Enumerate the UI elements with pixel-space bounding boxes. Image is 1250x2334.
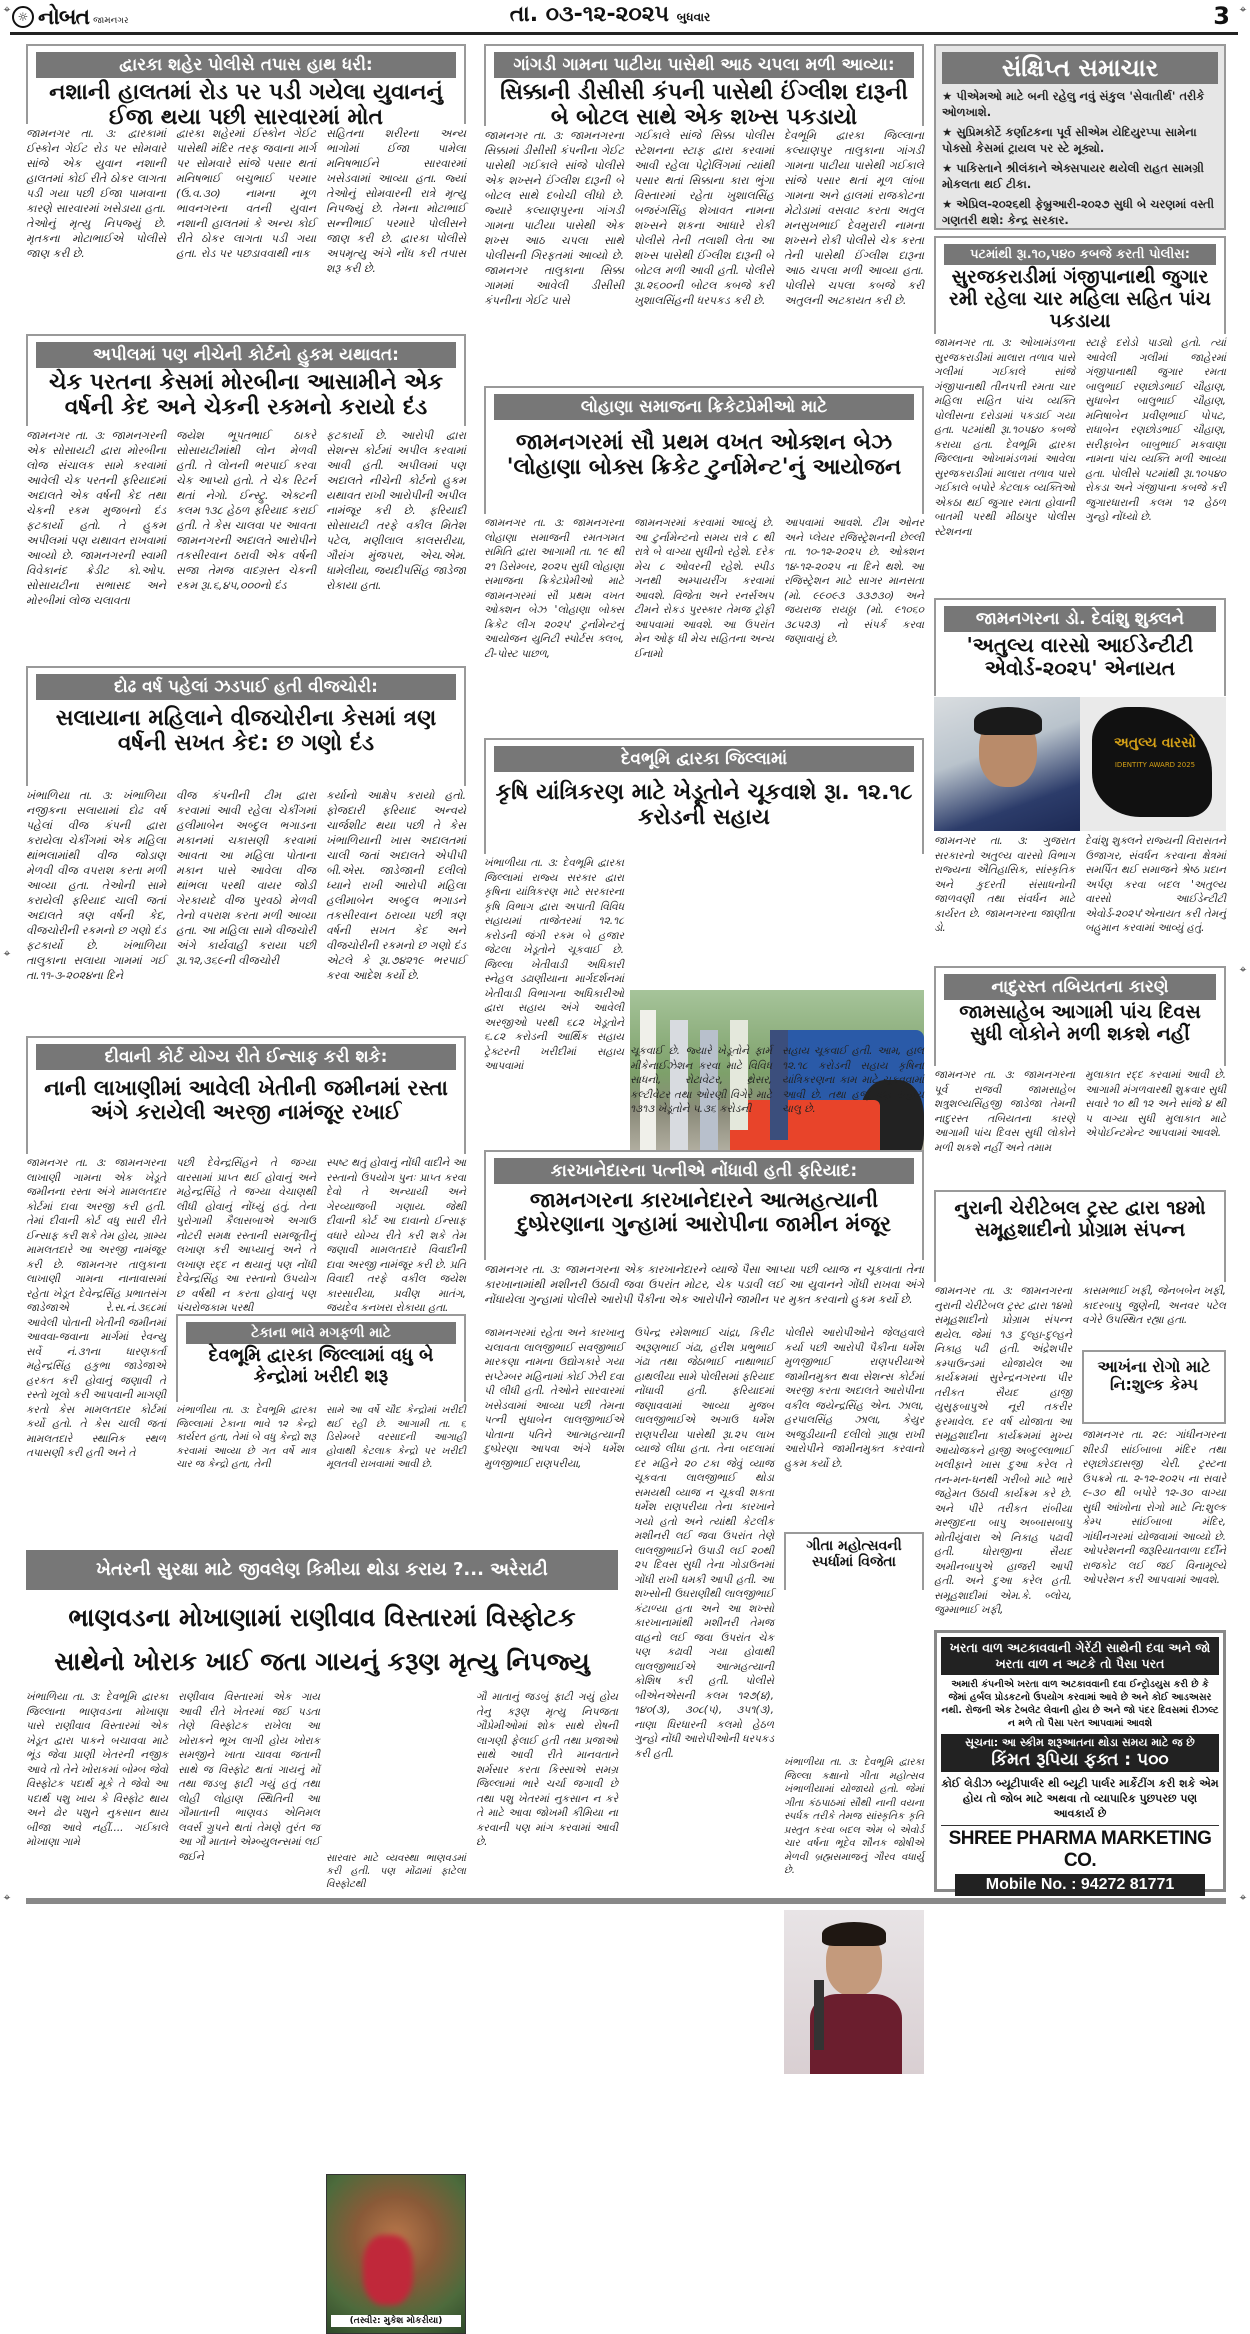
article-8-col-1	[484, 856, 624, 1138]
column-text: જામનગર તા. ૨૯: ગાંધીનગરના શીરડી સાંઈબાબા મંદિર તથા રણછોડદાસજી ચેરી. ટ્રસ્ટના ઉપક્રમે તા. ૨-૧૨-૨૦૨૫ ના સવારે ૯-૩૦ થી બપોરે ૧૨-૩૦ વાગ્યા સુધી આંખોના રોગો માટે નિ:શુલ્ક કેમ્પ સાંઈબાબા મંદિર, ગાંધીનગરમાં યોજવામાં આવ્યો છે. ઓપરેશનની જરૂરિયાતવાળા દર્દીને રાજકોટ લઈ જઈ વિનામૂલ્યે ઓપરેશન કરી આપવામાં આવશે.	[1082, 1429, 1226, 1586]
headline: 'અતુલ્ય વારસો આઈડેન્ટીટી એવોર્ડ-૨૦૨૫' એનાયત	[966, 633, 1194, 680]
column-text: જામનગર તા. ૩: ઓખામંડળના સુરજકરાડીમાં માલારા તળાવ પાસે ગલીમાં ગઈકાલે સાંજે ગંજીપાનાથી તીનપત્તી રમતા ચાર મહિલા સહિત પાંચ વ્યક્તિ પોલીસના દરોડામાં પકડાઈ ગયા હતા. પટમાંથી રૂા.૧૦૫૪૦ કબજે કરાયા હતા. દેવભૂમિ દ્વારકા જિલ્લાના ઓખામંડળમાં આવેલા સુરજકરાડીમાં માલારા તળાવ પાસે ગઈકાલે બપોરે કેટલાક વ્યક્તિઓ એકઠા થઈ જુગાર રમતા હોવાની બાતમી પરથી મીઠાપુર પોલીસ સ્ટેશનના	[934, 337, 1075, 538]
article-2-body	[484, 128, 924, 378]
column-text: જામનગર તા. ૩: જામનગરની એક સોસાયટી દ્વારા મોરબીના લોજ સંચાલક સામે કરવામાં આવેલી ચેક પરતની ફરિયાદમાં અદાલતે એક વર્ષની કેદ તથા ચેકની રકમ મુજબનો દંડ ફટકાર્યો હતો. તે હુકમ અપીલમાં પણ યથાવત રાખવામાં આવ્યો છે. જામનગરની સ્વામી વિવેકાનંદ ક્રેડીટ કો.ઓપ. સોસાયટીના સભાસદ અને મોરબીમાં લોજ ચલાવતા	[26, 429, 166, 607]
kicker: લોહાણા સમાજના ક્રિકેટપ્રેમીઓ માટે	[494, 394, 914, 420]
column-text: કાસમભાઈ ખફી, જેનબબેન ખફી, કાદરબાપુ જુણેની, અનવર પટેલ વગેરે ઉપસ્થિત રહ્યા હતા.	[1082, 1285, 1226, 1326]
headline: સુરજકરાડીમાં ગંજીપાનાથી જુગાર રમી રહેલા ચાર મહિલા સહિત પાંચ પકડાયા	[949, 266, 1211, 332]
ad-headline: ખરતા વાળ અટકાવવાની ગેરેંટી સાથેની દવા અને જો ખરતા વાળ ન અટકે તો પૈસા પરત	[941, 1637, 1219, 1675]
article-4-header	[26, 334, 466, 426]
brief-item: ★ એપ્રિલ-૨૦૨૬થી ફેબ્રુઆરી-૨૦૨૭ સુધી બે ચરણમાં વસ્તી ગણતરી થશે: કેન્દ્ર સરકાર.	[942, 197, 1215, 227]
article-1-body	[26, 126, 466, 321]
headline: નશાની હાલતમાં રોડ પર પડી ગયેલા યુવાનનું ઈજા થયા પછી સારવારમાં મોત	[49, 80, 443, 131]
article-14-header	[176, 1314, 466, 1402]
article-11-header	[484, 1150, 924, 1260]
ad-company: SHREE PHARMA MARKETING CO.	[941, 1825, 1219, 1872]
column-text: ખંભાળીયા તા. ૩: દેવભૂમિ દ્વારકા જિલ્લામાં ટેકાના ભાવે ૧૨ કેન્દ્રો કાર્યરત હતા, તેમાં બે વધુ કેન્દ્રો શરૂ કરવામાં આવ્યા છે ગત વર્ષે માત્ર ચાર જ કેન્દ્રો હતા, તેની	[176, 1405, 316, 1470]
headline: દેવભૂમિ દ્વારકા જિલ્લામાં વધુ બે કેન્દ્રોમાં ખરીદી શરૂ	[208, 1345, 434, 1387]
award-photo	[934, 697, 1226, 831]
footer-rule	[26, 1898, 1226, 1904]
column-text: દ્વારકા શહેરમાં ઈસ્કોન ગેઈટ પાસેથી મંદિર તરફ જવાના માર્ગ પર સોમવારે સાંજે પસાર થતાં મનિષભાઈ બચુભાઈ પરમાર (ઉ.વ.૩૦) નામના મૂળ ભાવનગરના વતની યુવાન નશાની હાલતમાં કે અન્ય કોઈ રીતે ઠોકર લાગતા પડી ગયા હતા. રોડ પર પછડાવવાથી નાક	[176, 127, 316, 260]
gita-winner-photo	[784, 1910, 924, 2074]
pharma-advertisement	[934, 1630, 1226, 1892]
page-number: 3	[1213, 2, 1230, 30]
ad-body: અમારી કંપનીએ ખરતા વાળ અટકાવવાની દવા ઈન્ટ્રોડયુસ કરી છે કે જેમાં હર્બલ પ્રોડકટનો ઉપયોગ કરવામાં આવે છે અને કોઈ આડઅસર નથી. રોજની એક ટેબલેટ લેવાની હોય છે અને જો પંદર દિવસમાં રીઝલ્ટ ન મળે તો પૈસા પરત આપવામાં આવશે	[941, 1679, 1219, 1729]
trophy-logo-text: અતુલ્ય વારસો	[1114, 735, 1196, 751]
article-10-header	[26, 1036, 466, 1154]
masthead	[0, 0, 1250, 36]
article-7-body	[26, 788, 466, 1032]
article-6-header	[934, 598, 1226, 696]
kicker: કારખાનેદારના પત્નીએ નોંધાવી હતી ફરિયાદ:	[494, 1158, 914, 1184]
blur-patch	[363, 2235, 413, 2305]
headline: નુરાની ચેરીટેબલ ટ્રસ્ટ દ્વારા ૧૪મો સમૂહશાદીનો પ્રોગ્રામ સંપન્ન	[954, 1197, 1206, 1241]
article-11-col-1	[484, 1326, 624, 1470]
column-text: રાણીવાવ વિસ્તારમાં એક ગાય આવી રીતે ખેતરમાં જઈ પડતા તેણે વિસ્ફોટક રાખેલા આ ખોરાકને ભૂખ લાગી હોય ખોરાક સમજીને ખાતા ચાવવા જતાની સાથે જ વિસ્ફોટ થતાં ગાયનું મોં તથા જડબુ ફાટી ગયું હતું તથા લોહી લોહાણ સ્થિતિની આ ગૌમાતાની ભાણવડ એનિમલ લવર્સ ગ્રુપને થતાં તેમણે તુરંત જ આ ગૌ માતાને એમ્બ્યુલન્સમાં લઈ જઈને	[178, 1691, 320, 1863]
kicker: નાદુરસ્ત તબિયતના કારણે	[944, 974, 1216, 1000]
article-5-header	[484, 386, 924, 514]
column-text: આપવામાં આવશે. ટીમ ઓનર અને પ્લેયર રજિસ્ટ્રેશનની છેલ્લી તા. ૧૦-૧૨-૨૦૨૫ છે. ઓક્શન ૧૪-૧૨-૨૦૨૫ ના દિને થશે. આ રજિસ્ટ્રેશન માટે સાગર માનસતા (મો. ૯૯૦૯૩ ૩૩૭૩૦) અને જયરાજ રાયઠ્ઠા (મો. ૯૧૦૬૦ ૩૮૫૨૩) નો સંપર્ક કરવા જણાવાયું છે.	[784, 517, 924, 645]
kicker: દ્વારકા શહેર પોલીસે તપાસ હાથ ધરી:	[36, 52, 456, 78]
article-16-col-3	[326, 1852, 466, 1892]
article-12-header	[934, 1190, 1226, 1282]
headline: ગીતા મહોત્સવની સ્પર્ધામાં વિજેતા	[806, 1538, 902, 1571]
column-text: કર્યાનો આક્ષેપ કરાયો હતો. ફોજદારી ફરિયાદ અન્વયે ચાર્જશીટ થયા પછી તે કેસ ખંભાળિયાની ખાસ અદાલતમાં ચાલી જતાં અદાલતે એપીપી બી.એસ. જાડેજાની દલીલો ધ્યાને રાખી આરોપી મહિલા હલીમાબેન અબ્દુલ ભગાડને તકસીરવાન ઠરાવ્યા પછી ત્રણ વર્ષની સખત કેદ અને વીજચોરીની રકમનો છ ગણો દંડ એટલે કે રૂા.૭૪૨૧૯ ભરપાઈ કરવા આદેશ કર્યો છે.	[326, 789, 466, 982]
headline: જામનગરના કારખાનેદારને આત્મહત્યાની દુષ્પ્રેરણાના ગુન્હામાં આરોપીના જામીન મંજૂર	[517, 1188, 891, 1237]
day-text: બુધવાર	[676, 10, 711, 24]
article-11-col-2	[634, 1326, 774, 1894]
column-text: દેવાંશુ શુક્લને રાજ્યની વિરાસતને ઉજાગર, સંવર્ધન કરવાના ક્ષેત્રમાં સમર્પિત થઈ સમાજને શ્રેષ્ઠ પ્રદાન અર્પણ કરવા બદલ 'અતુલ્ય વારસો આઈડેન્ટીટી એવોર્ડ-૨૦૨૫'એનાયત કરી તેમનું બહુમાન કરવામાં આવ્યું હતું.	[1085, 835, 1226, 934]
headline: સિક્કાની ડીસીસી કંપની પાસેથી ઈંગ્લીશ દારૂની બે બોટલ સાથે એક શખ્સ પકડાયો	[500, 80, 908, 131]
brief-list	[942, 88, 1218, 228]
column-text: જામનગર તા. ૩: જામનગરના લોહાણા સમાજની રમતગમત સમિતિ દ્વારા આગામી તા. ૧૯ થી ૨૧ ડિસેમ્બર, ૨૦૨૫ સુધી લોહાણા સમાજના ક્રિકેટપ્રેમીઓ માટે જામનગરમાં સૌ પ્રથમ વખત ઓક્શન બેઝ 'લોહાણા બોક્સ ક્રિકેટ લીગ ૨૦૨૫' ટુર્નામેન્ટનું આયોજન યુનિટી સ્પોર્ટસ ક્લબ, ટી-પોસ્ટ પાછળ,	[484, 517, 624, 660]
registration-mark-icon: ⌖	[1239, 962, 1247, 976]
kicker: જામનગરના ડો. દેવાંશુ શુક્લને	[944, 606, 1216, 632]
ad-mobile: Mobile No. : 94272 81771	[955, 1874, 1205, 1896]
column-text: સારવાર માટે વ્યવસ્થા ભાણવડમાં કરી હતી. પણ મોંઢામાં ફાટેલા વિસ્ફોટથી	[326, 1853, 466, 1890]
column-text: જામનગર તા. ૩: દ્વારકામાં ઈસ્કોન ગેઈટ રોડ પર સોમવારે સાંજે એક યુવાન નશાની હાલતમાં કોઈ રીતે ઠોકર લાગતા પડી ગયા પછી ઈજા પામવાના કારણે સારવારમાં ખસેડાયા હતા. તેઓનું મૃત્યુ નિપજ્યું છે. મૃતકના મોટાભાઈએ પોલીસે જાણ કરી છે.	[26, 127, 166, 260]
column-text: જયેશ ભૂપતભાઈ ઠાકરે સોસાયટીમાંથી લોન મેળવી હતી. તે લોનની ભરપાઈ કરવા ચેક આપ્યો હતો. તે ચેક રિટર્ન થતાં નેગો. ઈન્સ્ટ્રુ. એક્ટની કલમ ૧૩૮ હેઠળ ફરિયાદ કરાઈ હતી. તે કેસ ચાલવા પર આવતા જામનગરની અદાલતે આરોપીને તકસીરવાન ઠરાવી એક વર્ષની સજા તેમજ વાદગ્રસ્ત ચેકની રકમ રૂા.૬,૪૫,૦૦૦નો દંડ	[176, 429, 316, 592]
article-9-body	[934, 1068, 1226, 1180]
article-7-header	[26, 666, 466, 786]
headline: નાની લાખાણીમાં આવેલી ખેતીની જમીનમાં રસ્તા અંગે કરાયેલી અરજી નામંજૂર રખાઈ	[44, 1076, 448, 1125]
article-16-col-4	[476, 1690, 618, 1890]
portrait-image	[934, 697, 1080, 831]
headline: આખંના રોગો માટે નિ:શુલ્ક કેમ્પ	[1097, 1357, 1211, 1395]
column-text: વીજ કંપનીની ટીમ દ્વારા કરવામાં આવી રહેલા ચેકીંગમાં હલીમાબેન અબ્દુલ ભગાડના મકાનમાં ચકાસણી કરવામાં આવતા આ મહિલા પોતાના મકાન પાસે આવેલા વીજ થાંભલા પરથી વાયર જોડી ગેરકાયદે વીજ પુરવઠો મેળવી તેનો વપરાશ કરતા મળી આવ્યા હતા. આ મહિલા સામે વીજચોરી અંગે કાર્યવાહી કરાયા પછી રૂા.૧૨,૩૬૯ની વીજચોરી	[176, 789, 316, 967]
kicker: ગાંગડી ગામના પાટીયા પાસેથી આઠ ચપલા મળી આવ્યા:	[494, 52, 914, 78]
article-15-header	[784, 1532, 924, 1590]
photo-credit: (તસ્વીર: મુકેશ મોકરીયા)	[331, 2315, 461, 2327]
brief-text: પાકિસ્તાને શ્રીલંકાને એક્સપાયર થયેલી રાહત સામગ્રી મોકલતા થઈ ટીકા.	[942, 161, 1204, 191]
article-1-header	[26, 44, 466, 131]
brief-item: ★ પાકિસ્તાને શ્રીલંકાને એક્સપાયર થયેલી રાહત સામગ્રી મોકલતા થઈ ટીકા.	[942, 161, 1204, 191]
article-10-col-1	[26, 1156, 166, 1459]
kicker: દોઢ વર્ષ પહેલાં ઝડપાઈ હતી વીજચોરી:	[36, 674, 456, 700]
kicker: દીવાની કોર્ટ યોગ્ય રીતે ઈન્સાફ કરી શકે:	[36, 1044, 456, 1070]
column-text: ગઈકાલે સાંજે સિક્કા પોલીસ સ્ટેશનના સ્ટાફ દ્વારા કરવામાં આવી રહેલા પેટ્રોલિંગમાં ત્યાંથી પસાર થતાં સિક્કાના કારા ભુંગા વિસ્તારમાં રહેતા ખુશાલસિંહ બજરંગસિંહ શેખાવત નામના શખ્સને શકના આધારે રોકી પોલીસે તેની તલાશી લેતા આ શખ્સ પાસેથી ઈંગ્લીશ દારૂની બે બોટલ મળી આવી હતી. પોલીસે રૂા.૨૬૦૦ની બોટલ કબજે કરી ખુશાલસિંહની ધરપકડ કરી છે.	[634, 129, 774, 307]
headline: જામસાહેબ આગામી પાંચ દિવસ સુધી લોકોને મળી શકશે નહીં	[959, 1001, 1201, 1045]
article-5-body	[484, 516, 924, 730]
article-4-body	[26, 428, 466, 658]
kicker: દેવભૂમિ દ્વારકા જિલ્લામાં	[494, 746, 914, 772]
column-text: જામનગર તા. ૩: જામનગરના પૂર્વ રાજવી જામસાહેબ શત્રુશલ્યસિંહજી જાડેજા તેમની નાદુરસ્ત તબિયતના કારણે આગામી પાંચ દિવસ સુધી લોકોને મળી શકશે નહીં અને તમામ	[934, 1069, 1075, 1154]
registration-mark-icon: ⌖	[3, 1890, 11, 1904]
article-16-body	[26, 1690, 320, 1890]
article-11-col-3	[784, 1326, 924, 1526]
hair-shape	[822, 1922, 886, 1946]
date-text: તા. ૦૩-૧૨-૨૦૨૫	[509, 2, 670, 27]
issue-date	[360, 2, 860, 27]
column-text: ખંભાળિયા તા. ૩: દેવભૂમિ દ્વારકા જિલ્લાના ભાણવડના મોખાણા પાસે રાણીવાવ વિસ્તારમાં એક ખેડૂત દ્વારા પાકને બચાવવા માટે ભૂંડ જેવા પ્રાણી ખેતરની નજીક આવે તો તેને ખોરાકમાં બોમ્બ જેવો વિસ્ફોટક પદાર્થ મૂકે તે જેવો આ પદાર્થ પશુ ખાય કે વિસ્ફોટ થાય અને ઢોર પશુને નુકસાન થાય બીજા આવે નહીં.... ગઈકાલે મોખાણા ગામે	[26, 1691, 168, 1848]
column-text: ચૂકવાઈ છે. જ્યારે ખેડૂતોને ફાર્મ મીકેનાઈઝેશન કરવા માટે વિવિધ સાધનો, રોટાવેટર, થ્રેસર, કલ્ટીવેટર તથા ઓરણી વિગેરે માટે ૧૩૧૩ ખેડૂતોને ૫.૩૬ કરોડની	[630, 1045, 772, 1115]
headline: સલાયાના મહિલાને વીજચોરીના કેસમાં ત્રણ વર્ષની સખત કેદ: છ ગણો દંડ	[55, 706, 437, 757]
article-3-body	[934, 336, 1226, 586]
article-8-body	[630, 1044, 924, 1138]
article-10-body	[176, 1156, 466, 1314]
brief-text: એપ્રિલ-૨૦૨૬થી ફેબ્રુઆરી-૨૦૨૭ સુધી બે ચરણમાં વસ્તી ગણતરી થશે: કેન્દ્ર સરકાર.	[942, 197, 1215, 227]
column-text: સ્ટાફે દરોડો પાડ્યો હતો. ત્યાં આવેલી ગલીમાં જાહેરમાં ગંજીપાનાથી જુગાર રમતા બાલુભાઈ રણછોડભાઈ ચૌહાણ, સુધાબેન બાલુભાઈ ચૌહાણ, મનિષાબેન પ્રવીણભાઈ પોપટ, રાધાબેન રણછોડભાઈ ચૌહાણ, સરીફાબેન બાબુભાઈ મકવાણા નામના પાંચ વ્યક્તિ મળી આવ્યા હતા. પોલીસે પટમાંથી રૂા.૧૦૫૪૦ રોકડા અને ગંજીપાના કબજે કરી જુગારધારાની કલમ ૧૨ હેઠળ ગુન્હો નોંધ્યો છે.	[1085, 337, 1226, 523]
brief-item: ★ સુપ્રિમકોર્ટે કર્ણાટકના પૂર્વ સીએમ યેદિયુરપ્પા સામેના પોક્સો કેસમાં ટ્રાયલ પર સ્ટે મૂક્યો.	[942, 125, 1197, 155]
kicker: અપીલમાં પણ નીચેની કોર્ટનો હુકમ યથાવત:	[36, 342, 456, 368]
column-text: જામનગરમાં કરવામાં આવ્યું છે. આ ટુર્નામેન્ટનો સમય રાત્રે ૮ થી રાત્રે બે વાગ્યા સુધીનો રહેશે. દરેક મેચ ૮ ઓવરની રહેશે. સ્પીડ ગનથી અમ્પાયરીંગ કરવામાં આવશે. વિજેતા અને રનર્સઅપ ટીમને રોકડ પુરસ્કાર તેમજ ટ્રોફી આપવામાં આવશે. આ ઉપરાંત મેન ઓફ ધી મેચ સહિતના અન્ય ઈનામો	[634, 517, 774, 660]
logo-text: નોબત	[38, 4, 90, 30]
column-text: ઉપેન્દ્ર રમેશભાઈ ચાંદ્રા, કિરીટ અરૂણભાઈ ગંઢા, હરીશ પ્રભુભાઈ ગંઢા તથા જેઠાભાઈ નાથાભાઈ હાથલીયા સામે પોલીસમાં ફરિયાદ નોંધાવી હતી. ફરિયાદમાં જણાવવામાં આવ્યા મુજબ લાલજીભાઈએ અગાઉ ધર્મેશ રાણપરીયા પાસેથી રૂા.૨૫ લાખ વ્યાજે લીધા હતા. તેના બદલામાં દર મહિને ૨૦ ટકા જેવું વ્યાજ ચૂકવતા લાલજીભાઈ થોડા સમયથી વ્યાજ ન ચૂકવી શકતા ધર્મેશ રાણપરીયા તેના કારખાને ગયો હતો અને ત્યાંથી કેટલીક મશીનરી લઈ જવા ઉપરાંત તેણે લાલજીભાઈને ઉપાડી લઈ ૨૦થી ૨૫ દિવસ સુધી તેના ગોડાઉનમાં ગોંધી રાખી ધમકી આપી હતી. આ શખ્સોની ઉઘરાણીથી લાલજીભાઈ કંટાળ્યા હતા અને આ શખ્સો કારખાનામાંથી મશીનરી તેમજ વાહનો લઈ જવા ઉપરાંત ચેક પણ કઢાવી ગયા હોવાથી લાલજીભાઈએ આત્મહત્યાની કોશિષ કરી હતી. પોલીસે બીએનએસની કલમ ૧૨૭(૪), ૧૪૦(૩), ૩૦૮(૫), ૩૫૧(૩), નાણા ધિરધારની કલમો હેઠળ ગુન્હો નોંધી આરોપીઓની ધરપકડ કરી હતી.	[634, 1327, 774, 1760]
kicker: પટમાંથી રૂા.૧૦,૫૪૦ કબજે કરતી પોલીસ:	[944, 244, 1216, 265]
column-text: જામનગર તા. ૩: ગુજરાત સરકારનો અતુલ્ય વારસો વિભાગ રાજ્યના ઐતિહાસિક, સાંસ્કૃતિક અને કુદરતી સંસાધનોની જાળવણી તથા સંવર્ધન માટે કાર્યરત છે. જામનગરના જાણીતા ડો.	[934, 835, 1075, 934]
article-13-header	[1082, 1350, 1226, 1424]
newspaper-logo	[12, 3, 142, 31]
article-9-header	[934, 966, 1226, 1066]
article-8-header	[484, 738, 924, 854]
column-text: સ્પષ્ટ થતું હોવાનું નોંધી વાદીને આ રસ્તાનો ઉપયોગ પુનઃ પ્રાપ્ત કરવા દેવો તે અન્યાયી અને ગેરવ્યાજબી ગણાય. જેથી દીવાની કોર્ટ આ દાવાનો ઈન્સાફ વધારે યોગ્ય રીતે કરી શકે તેમ જણાવી મામલતદારે વિવાદીની દાવા અરજી નામંજૂર કરી છે. પ્રતિ વિવાદી તરફે વકીલ જયેશ કારસારીયા, પ્રવીણ માતંગ, જયદેવ કનખરા રોકાયા હતા.	[326, 1157, 466, 1314]
column-text: પોલીસે આરોપીઓને જેલહવાલે કર્યા પછી આરોપી પૈકીના ધર્મેશ મુળજીભાઈ રાણપરીયાએ જામીનમુક્ત થવા સેશન્સ કોર્ટમાં અરજી કરતા અદાલતે આરોપીના વકીલ જયેન્દ્રસિંહ એન. ઝાલા, હરપાલસિંહ ઝાલા, કેયુર અજુડીયાની દલીલો ગ્રાહ્ય રાખી આરોપીને જામીનમુક્ત કરવાનો હુકમ કર્યો છે.	[784, 1327, 924, 1470]
hair-shape	[974, 707, 1042, 735]
brief-item: ★ પીએમઓ માટે બની રહેલુ નવું સંકુલ 'સેવાતીર્થ' તરીકે ઓળખાશે.	[942, 89, 1205, 119]
article-11-lead: જામનગર તા. ૩: જામનગરના એક કારખાનેદારને વ્યાજે પૈસા આપ્યા પછી વ્યાજ ન ચૂકવાતા તેના કારખાનામાંથી મશીનરી ઉઠાવી જવા ઉપરાંત મોટર, ચેક પડાવી લઈ આ યુવાનને ગોંધી રાખવા અંગે નોંધાયેલા ગુન્હામાં પોલીસે આરોપી પૈકીના એક આરોપીને જામીન પર મુક્ત કરવાનો હુકમ કર્યો છે.	[484, 1263, 924, 1306]
article-12-col-1	[934, 1284, 1072, 1624]
registration-mark-icon: ⌖	[1239, 1890, 1247, 1904]
brief-text: પીએમઓ માટે બની રહેલુ નવું સંકુલ 'સેવાતીર્થ' તરીકે ઓળખાશે.	[942, 89, 1205, 119]
column-text: જામનગર તા. ૩: જામનગરના લાખાણી ગામના એક ખેડૂતે જમીનના રસ્તા અંગે મામલતદાર કોર્ટમાં દાવા અરજી કરી હતી. તેમાં દીવાની કોર્ટ વધુ સારી રીતે ઈન્સાફ કરી શકે તેમ હોય, ગ્રામ્ય મામલતદારે આ અરજી નામંજૂર કરી છે. જામનગર તાલુકાના લાખાણી ગામના નાનાવાસમાં રહેતા ખેડૂત દેવેન્દ્રસિંહ પ્રભાતસંગ જાડેજાએ રે.સ.નં.૩૬૮માં આવેલી પોતાની ખેતીની જમીનમાં આવવા-જવાના માર્ગમાં રેવન્યુ સર્વે નં.૩૧ના ધારણકર્તા મહેન્દ્રસિંહ હકુભા જાડેજાએ હરકત કરી હોવાનું જણાવી તે રસ્તો ખૂલો કરી આપવાની માગણી કરતો કેસ મામલતદાર કોર્ટમાં કર્યો હતો. તે કેસ ચાલી જતાં મામલતદારે સ્થાનિક સ્થળ તપાસણી કરી હતી અને તે	[26, 1157, 166, 1459]
column-text: જામનગર તા. ૩: જામનગરના સિક્કામાં ડીસીસી કંપનીના ગેઈટ પાસેથી ગઈકાલે સાંજે પોલીસે એક શખ્સને ઈંગ્લીશ દારૂની બે બોટલ સાથે દબોચી લીધો છે. જ્યારે કલ્યાણપુરના ગાંગડી ગામના પાટીયા પાસેથી એક શખ્સ આઠ ચપલા સાથે પોલીસની ગિરફતમાં આવ્યો છે. જામનગર તાલુકાના સિક્કા ગામમાં આવેલી ડીસીસી કંપનીના ગેઈટ પાસે	[484, 129, 624, 307]
article-14-body	[176, 1404, 466, 1486]
column-text: દેવભૂમિ દ્વારકા જિલ્લાના કલ્યાણપુર તાલુકાના ગાંગડી ગામના પાટીયા પાસેથી ગઈકાલે સાંજે પસાર થતાં મૂળ લાંબા ગામના અને હાલમાં રાજકોટના મેટોડામાં વસવાટ કરતા અતુલ મનસુખભાઈ દેવમુરારી નામના શખ્સને રોકી પોલીસે ચેક કરતા તેની પાસેથી ઈંગ્લીશ દારૂના આઠ ચપલા મળી આવ્યા હતા. પોલીસે ચપલા કબજે કરી અતુલની અટકાયત કરી છે.	[784, 129, 924, 307]
brief-news-box	[934, 44, 1226, 230]
registration-mark-icon: ⌖	[1239, 2, 1247, 16]
logo-emblem-icon: ☼	[12, 6, 34, 28]
ad-job-text: કોઈ લેડીઝ બ્યૂટીપાર્લર થી બ્યૂટી પાર્લર માર્કેટીંગ કરી શકે એમ હોય તો જોબ માટે અથવા તો વ્યાપારિક પુછપરછ પણ આવકાર્ય છે	[941, 1777, 1219, 1820]
article-13-body	[1082, 1428, 1226, 1624]
article-16-headline: ભાણવડના મોખાણામાં રાણીવાવ વિસ્તારમાં વિસ્ફોટક સાથેનો ખોરાક ખાઈ જતા ગાયનું કરૂણ મૃત્યુ નિપજ્યુ	[54, 1603, 590, 1676]
column-text: જામનગર તા. ૩: જામનગરના નુરાની ચેરીટેબલ ટ્રસ્ટ દ્વારા ૧૪મો સમૂહશાદીનો પ્રોગ્રામ સંપન્ન થયેલ. જેમાં ૧૩ દુલ્હા-દુલ્હને નિકાહ પઢી હતી. અંદ્રેશપીર કમ્પાઉન્ડમાં યોજાયેલ આ કાર્યક્રમમાં સુરેન્દ્રનગરના પીર તરીકત સૈયદ હાજી યુસુફબાપુએ નૂરી તકરીર ફરમાવેલ. દર વર્ષ યોજાતા આ સમૂહશાદીના કાર્યક્રમમાં મુખ્ય આયોજકને હાજી અબ્દુલ્લાભાઈ ખલીફાને ખાસ દુઆ કરેલ તે તન-મન-ધનથી ગરીબો માટે ભારે જહેમત ઉઠાવી કાર્યક્રમ કરે છે. અને પીરે તરીકત રાંબીયા મસ્જીદના બાપુ અબ્બાસબાપુ મોતીયુંવારા એ નિકાહ પઢાવી હતી. ધોરાજીના સૈયદ અમીનબાપુએ હાજરી આપી હતી. અને દુઆ કરેલ હતી. સમૂહશાદીમાં એમ.કે. બ્લોચ, જુમ્માભાઈ ખફી,	[934, 1285, 1072, 1616]
ad-price: કિંમત રૂપિયા ફક્ત : ૫૦૦	[991, 1750, 1169, 1770]
award-trophy-image	[1080, 697, 1226, 831]
trophy-sub-text: IDENTITY AWARD 2025	[1114, 761, 1196, 769]
column-text: ખંભાળિયા તા. ૩: ખંભાળિયા નજીકના સલાયામાં દોઢ વર્ષ પહેલાં વીજ કંપની દ્વારા કરાયેલા ચેકીંગમાં એક મહિલા થાંભલામાંથી વીજ જોડાણ મેળવી વીજ વપરાશ કરતા મળી આવ્યા હતા. તેઓની સામે કરાયેલી ફરિયાદ ચાલી જતાં અદાલતે ત્રણ વર્ષની કેદ, વીજચોરીની રકમનો છ ગણો દંડ ફટકાર્યો છે. ખંભાળિયા તાલુકાના સલાયા ગામમાં ગઈ તા.૧૧-૩-૨૦૨૪ના દિને	[26, 789, 166, 982]
headline: કૃષિ યાંત્રિકરણ માટે ખેડૂતોને ચૂકવાશે રૂા. ૧૨.૧૮ કરોડની સહાય	[495, 780, 913, 831]
article-12-col-2	[1082, 1284, 1226, 1344]
cow-photo-blurred	[326, 2174, 466, 2334]
registration-mark-icon: ⌖	[3, 946, 11, 960]
article-2-header	[484, 44, 924, 131]
column-text: પછી દેવેન્દ્રસિંહને તે જગ્યા વારસામાં પ્રાપ્ત થઈ હોવાનું અને મહેન્દ્રસિંહે તે જગ્યા વેચાણથી લીધી હોવાનું નોંધ્યું હતું. તેના પુરોગામી કૈલાસબાએ અગાઉ નોટરી સમક્ષ રસ્તાની સમજૂતીનું લખાણ કરી આપ્યાનું અને તે લખાણ રદ્દ ન થયાનું પણ નોંધી દેવેન્દ્રસિંહ આ રસ્તાનો ઉપયોગ છ વર્ષથી ન કરતા હોવાનું પણ પંચરોજકામ પરથી	[176, 1157, 316, 1314]
headline: જામનગરમાં સૌ પ્રથમ વખત ઓક્શન બેઝ 'લોહાણા બોક્સ ક્રિકેટ ટુર્નામેન્ટ'નું આયોજન	[506, 430, 902, 481]
headline: ચેક પરતના કેસમાં મોરબીના આસામીને એક વર્ષની કેદ અને ચેકની રકમનો કરાયો દંડ	[48, 370, 443, 421]
logo-city: જામનગર	[93, 16, 129, 26]
column-text: મુલાકાત રદ્દ કરવામાં આવી છે. આગામી મંગળવારથી શુક્રવાર સુધી સવારે ૧૦ થી ૧૨ અને સાંજે ૪ થી ૫ વાગ્યા સુધી મુલાકાત માટે એપોઈન્ટમેન્ટ આપવામાં આવશે.	[1085, 1069, 1226, 1139]
article-3-header	[934, 236, 1226, 334]
article-6-body	[934, 834, 1226, 952]
registration-mark-icon: ⌖	[3, 2, 11, 16]
brief-text: સુપ્રિમકોર્ટે કર્ણાટકના પૂર્વ સીએમ યેદિયુરપ્પા સામેના પોક્સો કેસમાં ટ્રાયલ પર સ્ટે મૂક્યો.	[942, 125, 1197, 155]
column-text: ખંભાળીયા તા. ૩: દેવભૂમિ દ્વારકા જિલ્લામાં રાજ્ય સરકાર દ્વારા કૃષિના યાંત્રિકરણ માટે સરકારના કૃષિ વિભાગ દ્વારા અપાતી વિવિધ સહાયમાં તાજેતરમાં ૧૨.૧૮ કરોડની જંગી રકમ બે હજાર જેટલા ખેડૂતોને ચૂકવાઈ છે. જિલ્લા ખેતીવાડી અધિકારી સ્નેહલ ડઢાણીયાના માર્ગદર્શનમાં ખેતીવાડી વિભાગના અધિકારીઓ દ્વારા સહાય અંગે આવેલી અરજીઓ પરથી ૬૮૨ ખેડૂતોને ૬.૮૨ કરોડની આર્થિક સહાય ટ્રેક્ટરની ખરીદીમાં સહાય આપવામાં	[484, 857, 624, 1072]
ad-notice: સૂચના: આ સ્કીમ શરૂઆતના થોડા સમય માટે જ છે	[965, 1736, 1195, 1749]
microphone-icon	[814, 1980, 824, 2050]
column-text: સહાય ચૂકવાઈ હતી. આમ, હાલ ૧૨.૧૮ કરોડની સહાય કૃષિના યાંત્રિકરણના કામ માટે ચૂકવવામાં આવી છે. તથા હજૂ પણ સહાય ચાલુ છે.	[782, 1045, 924, 1115]
article-16-kicker: ખેતરની સુરક્ષા માટે જીવલેણ કિમીયા થોડા કરાય ?... અરેરાટી	[26, 1550, 618, 1590]
column-text: ફટકાર્યો છે. આરોપી દ્વારા સેશન્સ કોર્ટમાં અપીલ કરવામાં આવી હતી. અપીલમાં પણ અદાલતે નીચેની કોર્ટનો હુકમ યથાવત રાખી આરોપીની અપીલ નામંજૂર કરી છે. ફરિયાદી સોસાયટી તરફે વકીલ મિતેશ પટેલ, મણીલાલ કાલસરીયા, ગૌરાંગ મુંજપરા, એચ.એમ. ધામેલીયા, જયદીપસિંહ જાડેજા રોકાયા હતા.	[326, 429, 466, 592]
masthead-rule	[10, 32, 1238, 35]
column-text: સહિતના શરીરના અન્ય ભાગોમાં ઈજા પામેલા મનિષભાઈને સારવારમાં ખસેડવામાં આવ્યા હતા. જ્યાં તેઓનું સોમવારની રાત્રે મૃત્યુ નિપજ્યું છે. તેમના મોટાભાઈ સન્નીભાઈ પરમારે પોલીસને જાણ કરી છે. દ્વારકા પોલીસે અપમૃત્યુ અંગે નોંધ કરી તપાસ શરૂ કરી છે.	[326, 127, 466, 275]
column-text: સામે આ વર્ષે ચૌદ કેન્દ્રોમાં ખરીદી થઈ રહી છે. આગામી તા. ૬ ડિસેમ્બરે વરસાદની આગાહી હોવાથી કેટલાક કેન્દ્રો પર ખરીદી મૂલતવી રાખવામાં આવી છે.	[326, 1405, 466, 1470]
column-text: ગૌ માતાનું જડબું ફાટી ગયું હોય તેનુ કરૂણ મૃત્યુ નિપજતા ગૌપ્રેમીઓમાં શોક સાથે રોષની લાગણી ફેલાઈ હતી તથા પ્રજાઓ સાથે આવી રીતે માનવતાને શર્મસાર કરતા કિસ્સાએ સમગ્ર જિલ્લામાં ભારે ચર્ચા જગાવી છે તથા પશુ ખેતરમાં નુકસાન ન કરે તે માટે આવા જોખમી કીમિયા ના કરવાની પણ માંગ કરવામાં આવી છે.	[476, 1691, 618, 1848]
column-text: ખંભાળીયા તા. ૩: દેવભૂમિ દ્વારકા જિલ્લા કક્ષાનો ગીતા મહોત્સવ ખંભાળીયામાં યોજાયો હતો. જેમાં ગીતા કંઠપાઠમાં સૌથી નાની વયના સ્પર્ધક તરીકે તેમજ સાંસ્કૃતિક કૃતિ પ્રસ્તુત કરવા બદલ એમ બે એવોર્ડ ચાર વર્ષના ભૂદેવ શૌનક જોષીએ મેળવી બ્રહ્મસમાજનું ગૌરવ વધાર્યુ છે.	[784, 1757, 924, 1876]
brief-title: સંક્ષિપ્ત સમાચાર	[942, 52, 1218, 84]
kicker: ટેકાના ભાવે મગફળી માટે	[186, 1322, 456, 1344]
column-text: જામનગરમાં રહેતા અને કારખાનુ ચલાવતા લાલજીભાઈ સવજીભાઈ મારકણા નામના ઉદ્યોગકારે ગયા સપ્ટેમ્બર મહિનામાં કોઈ ઝેરી દવા પી લીધી હતી. તેઓને સારવારમાં ખસેડવામાં આવ્યા પછી તેમના પત્ની સુધાબેન લાલજીભાઈએ પોતાના પતિને આત્મહત્યાની દુષ્પ્રેરણા આપવા અંગે ધર્મેશ મુળજીભાઈ રાણપરીયા,	[484, 1327, 624, 1470]
article-15-body	[784, 1756, 924, 1894]
